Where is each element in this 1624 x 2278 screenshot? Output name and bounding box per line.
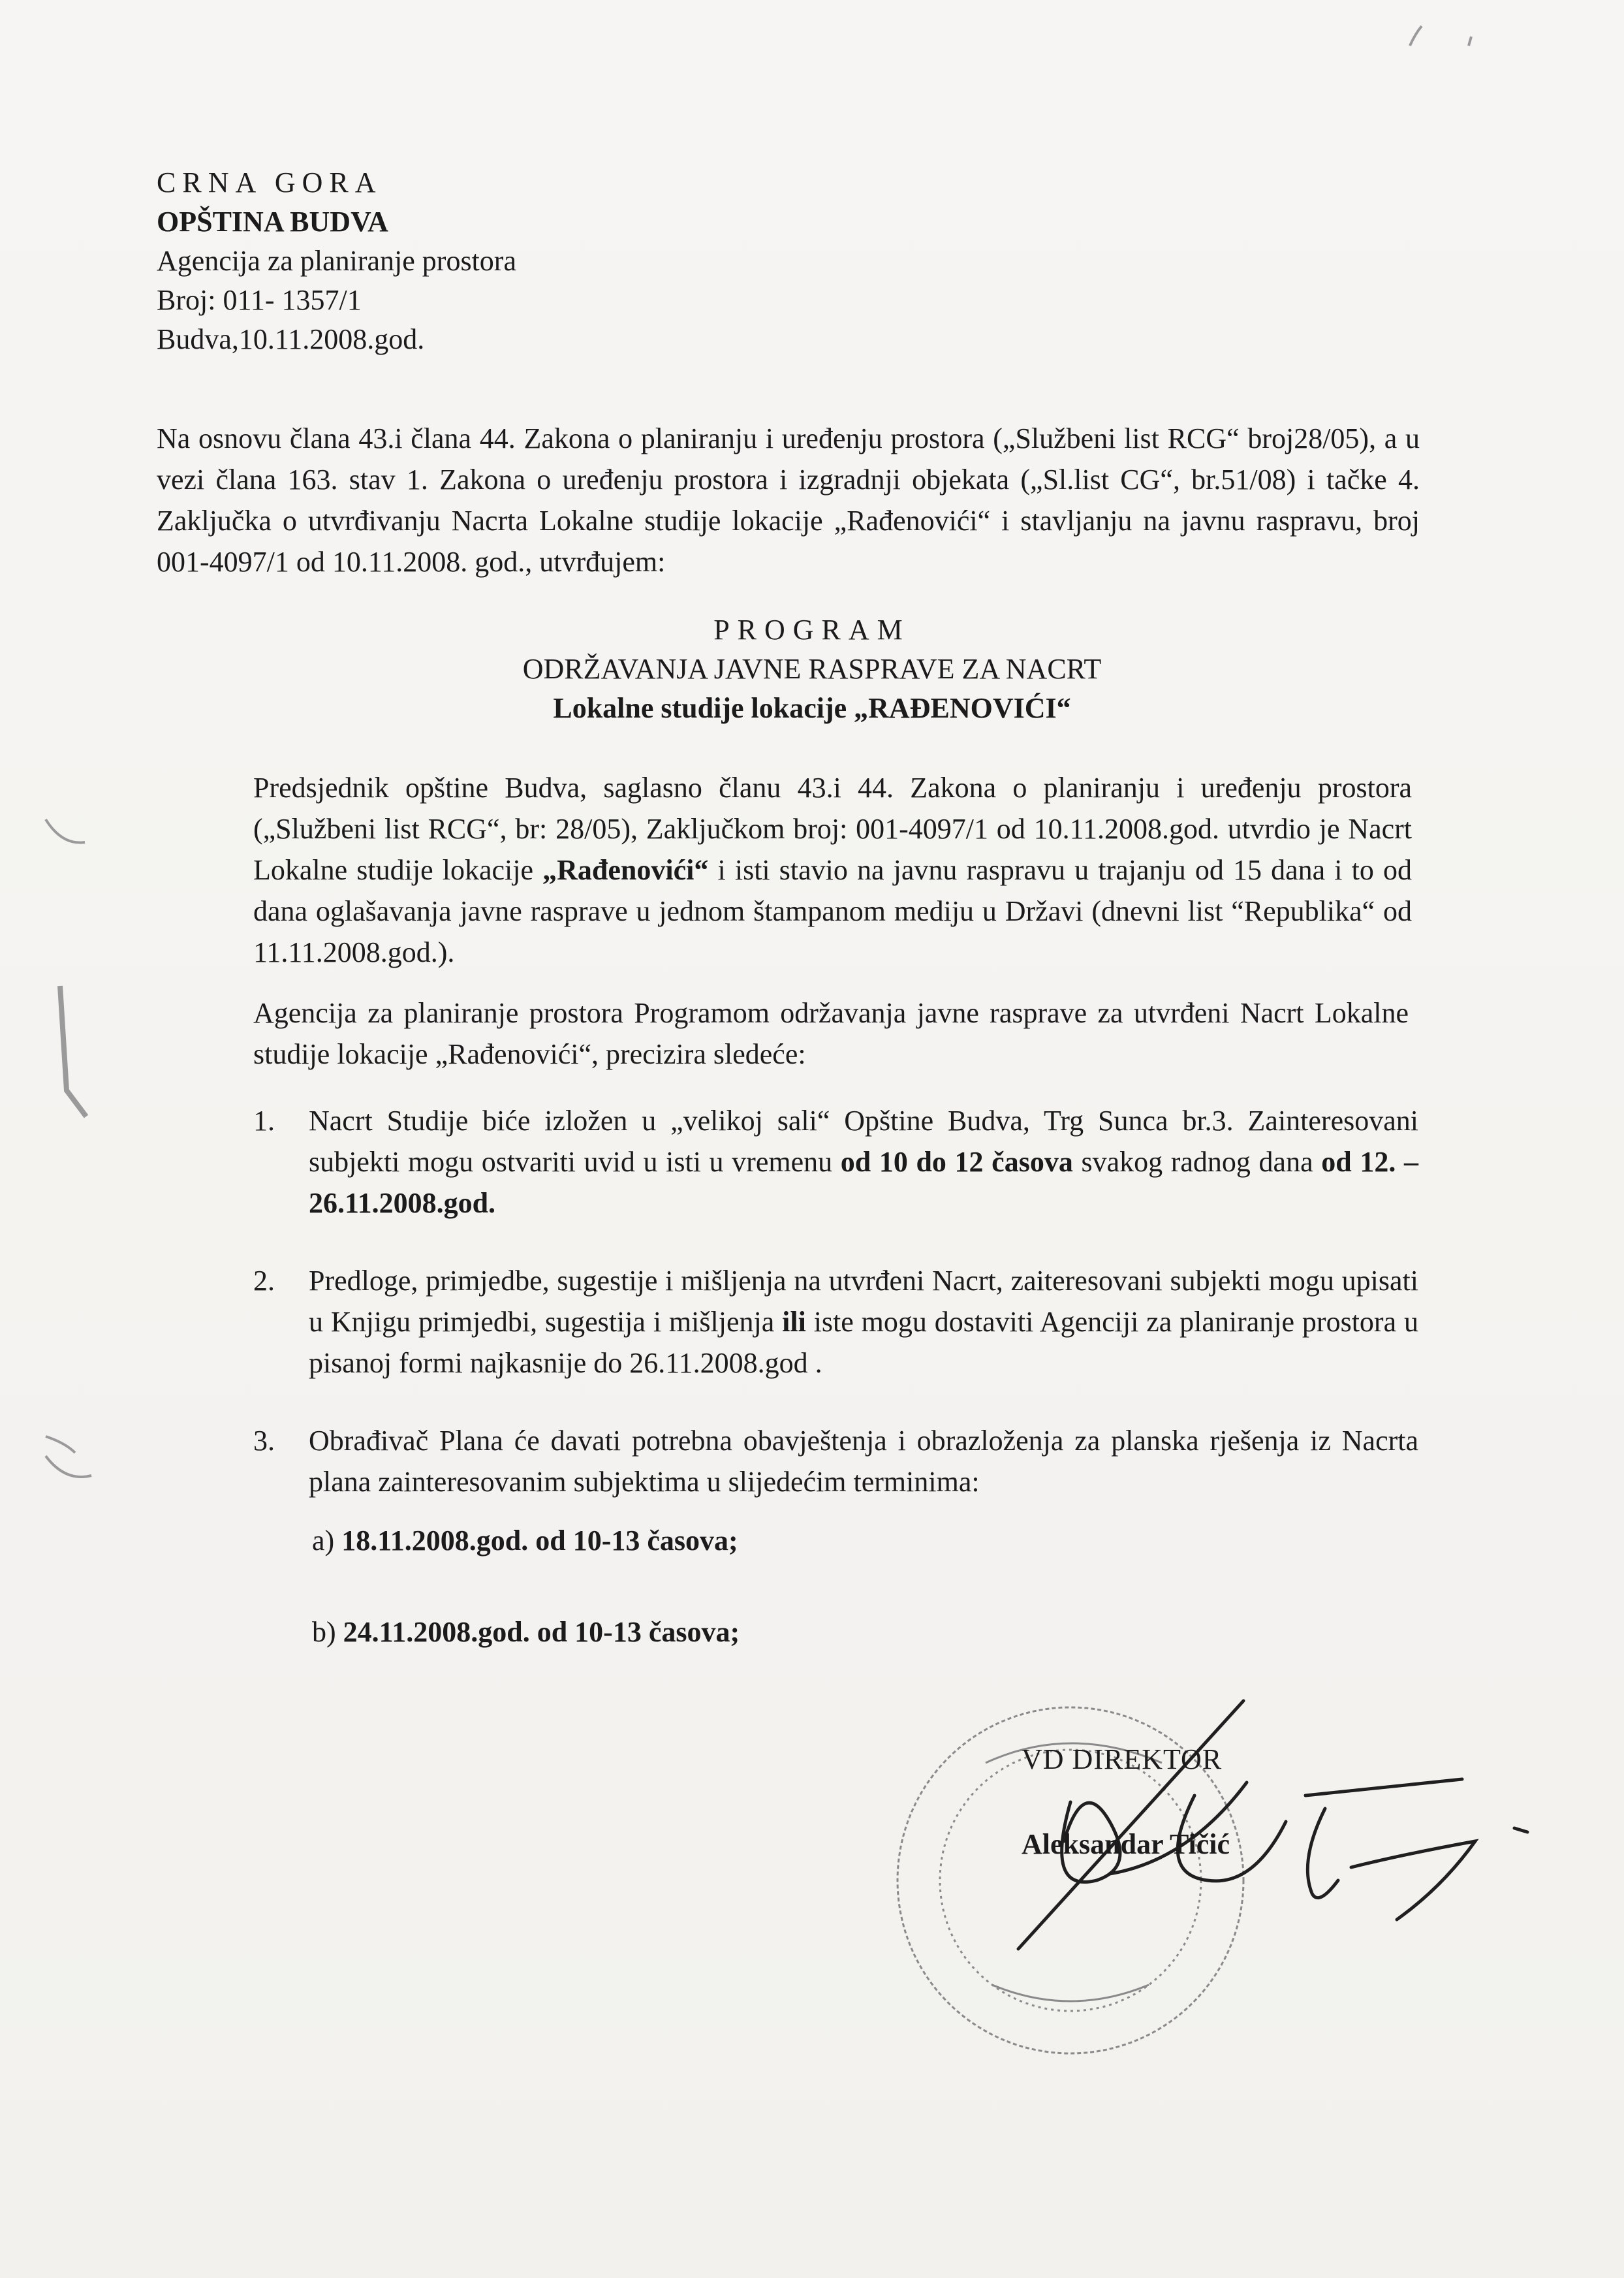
signer-name: Aleksandar Tičić xyxy=(1022,1828,1230,1860)
title-line-2: ODRŽAVANJA JAVNE RASPRAVE ZA NACRT xyxy=(522,653,1102,685)
president-paragraph xyxy=(253,767,1412,973)
item-text xyxy=(309,1260,1418,1384)
term-label: a) xyxy=(312,1525,335,1557)
title-line-1: PROGRAM xyxy=(713,614,911,646)
item-number: 1. xyxy=(253,1105,275,1137)
document-number: Broj: 011- 1357/1 xyxy=(157,284,362,316)
municipality-name: OPŠTINA BUDVA xyxy=(157,206,388,238)
item-number: 3. xyxy=(253,1425,275,1457)
term-item xyxy=(312,1521,738,1560)
item-bold-part: od 12. – 26.11.2008.god. xyxy=(309,1146,1418,1219)
item-text: Obrađivač Plana će davati potrebna obavještenja i obrazloženja za planska rješenja iz Nacrta plana zainteresovanim subjektima u slijedećim terminima: xyxy=(309,1425,1418,1498)
title-line-3: Lokalne studije lokacije „RAĐENOVIĆI“ xyxy=(553,692,1071,724)
program-title xyxy=(0,610,1624,728)
term-text: 24.11.2008.god. od 10-13 časova; xyxy=(343,1616,740,1648)
president-bold-name: „Rađenovići“ xyxy=(542,854,709,886)
document-date: Budva,10.11.2008.god. xyxy=(157,323,425,355)
item-number: 2. xyxy=(253,1265,275,1297)
intro-paragraph: Na osnovu člana 43.i člana 44. Zakona o planiranju i uređenju prostora („Službeni list RCG“ broj28/05), a u vezi člana 163. stav 1. Zakona o uređenju prostora i izgradnji objekata („Sl.list CG“, br.51/08) i tačke 4. Zaključka o utvrđivanju Nacrta Lokalne studije lokacije „Rađenovići“ i stavljanju na javnu raspravu, broj 001-4097/1 od 10.11.2008. god., utvrđujem: xyxy=(157,422,1420,578)
president-text-1: Predsjednik opštine Budva, saglasno članu 43.i 44. Zakona o planiranju i uređenju prostora („Službeni list RCG“, br: 28/05), Zaključkom broj: 001-4097/1 od 10.11.2008.god. utvrdio je Nacrt Lokalne studije lokacije xyxy=(253,772,1412,886)
agency-name: Agencija za planiranje prostora xyxy=(157,245,516,277)
item-text-part: Nacrt Studije biće izložen u „velikoj sali“ Opštine Budva, Trg Sunca br.3. Zainteresovani subjekti mogu ostvariti uvid u isti u vremenu xyxy=(309,1105,1418,1178)
signature-block xyxy=(1022,1740,1230,1864)
item-text-part: iste mogu dostaviti Agenciji za planiranje prostora u pisanoj formi najkasnije do 26.11.2008.god . xyxy=(309,1306,1418,1379)
item-bold-part: od 10 do 12 časova xyxy=(840,1146,1073,1178)
state-name: CRNA GORA xyxy=(157,166,383,198)
document-header xyxy=(157,163,516,359)
item-text-part: Predloge, primjedbe, sugestije i mišljenja na utvrđeni Nacrt, zaiteresovani subjekti mogu upisati u Knjigu primjedbi, sugestija i mišljenja xyxy=(309,1265,1418,1338)
agency-paragraph: Agencija za planiranje prostora Programom održavanja javne rasprave za utvrđeni Nacrt Lokalne studije lokacije „Rađenovići“, precizira sledeće: xyxy=(253,997,1409,1070)
term-label: b) xyxy=(312,1616,336,1648)
president-text-2: i isti stavio na javnu raspravu u trajanju od 15 dana i to od dana oglašavanja javne rasprave u jednom štampanom mediju u Državi (dnevni list “Republika“ od 11.11.2008.god.). xyxy=(253,854,1412,968)
term-item xyxy=(312,1613,740,1652)
item-text-part: svakog radnog dana xyxy=(1072,1146,1322,1178)
item-bold-part: ili xyxy=(782,1306,806,1338)
term-text: 18.11.2008.god. od 10-13 časova; xyxy=(341,1525,738,1557)
item-text xyxy=(309,1100,1418,1224)
signer-role: VD DIREKTOR xyxy=(1022,1743,1223,1775)
